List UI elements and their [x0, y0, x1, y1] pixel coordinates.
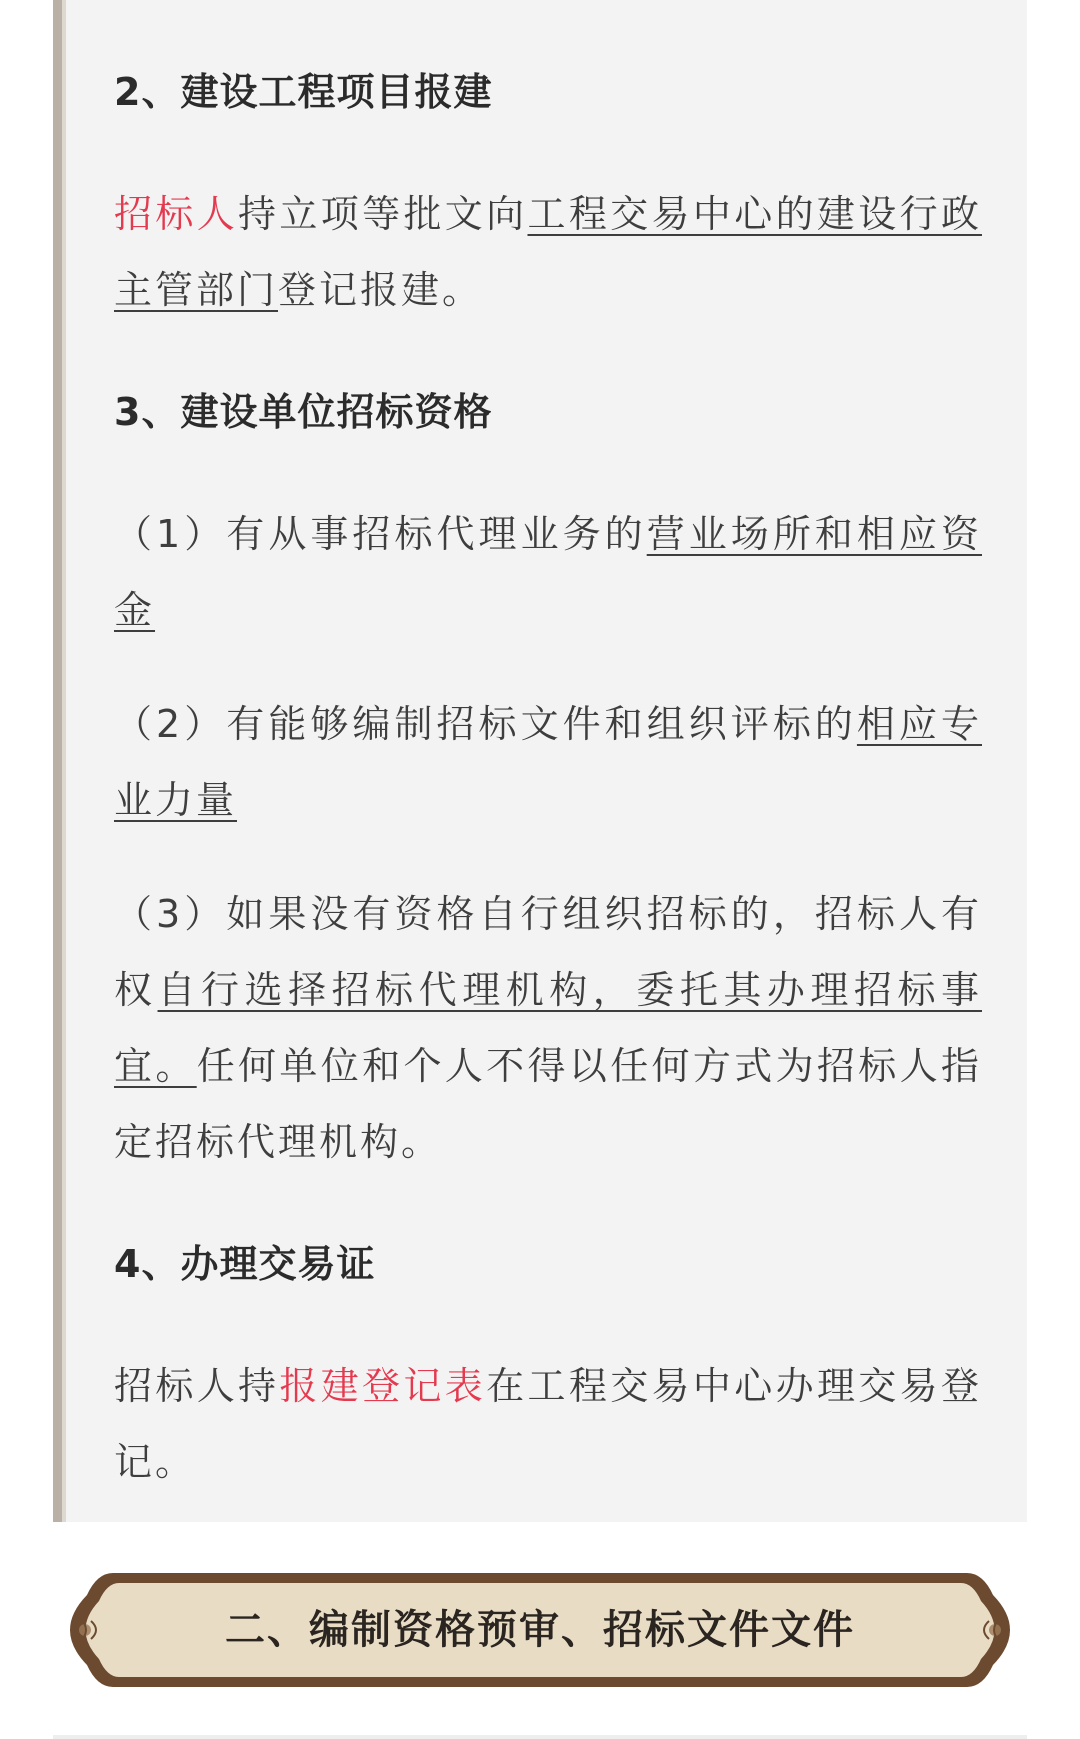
- paragraph: 招标人持立项等批文向工程交易中心的建设行政主管部门登记报建。: [114, 192, 982, 312]
- underlined-text: 相应专业力量: [114, 702, 982, 822]
- section-banner: [53, 1565, 1027, 1695]
- underlined-text: 营业场所和相应资金: [114, 512, 982, 632]
- highlight-text: 招标人: [114, 192, 239, 236]
- article-body: [114, 62, 982, 1500]
- section-heading: 3、建设单位招标资格: [114, 390, 493, 434]
- list-item: （1）有从事招标代理业务的营业场所和相应资金: [114, 512, 982, 632]
- left-quote-bar: [53, 0, 62, 1522]
- section-heading: 2、建设工程项目报建: [114, 70, 493, 114]
- divider: [53, 1735, 1027, 1739]
- list-item: （2）有能够编制招标文件和组织评标的相应专业力量: [114, 702, 982, 822]
- section-heading: 4、办理交易证: [114, 1242, 376, 1286]
- underlined-text: 工程交易中心的建设行政主管部门: [114, 192, 982, 312]
- list-item: （3）如果没有资格自行组织招标的，招标人有权自行选择招标代理机构，委托其办理招标事宜。任何单位和个人不得以任何方式为招标人指定招标代理机构。: [114, 892, 982, 1164]
- paragraph: 招标人持报建登记表在工程交易中心办理交易登记。: [114, 1364, 982, 1484]
- banner-title: 二、编制资格预审、招标文件文件: [225, 1607, 855, 1653]
- left-quote-bar-inner: [62, 0, 66, 1522]
- highlight-text: 报建登记表: [279, 1364, 487, 1408]
- underlined-text: 自行选择招标代理机构，委托其办理招标事宜。: [114, 968, 982, 1088]
